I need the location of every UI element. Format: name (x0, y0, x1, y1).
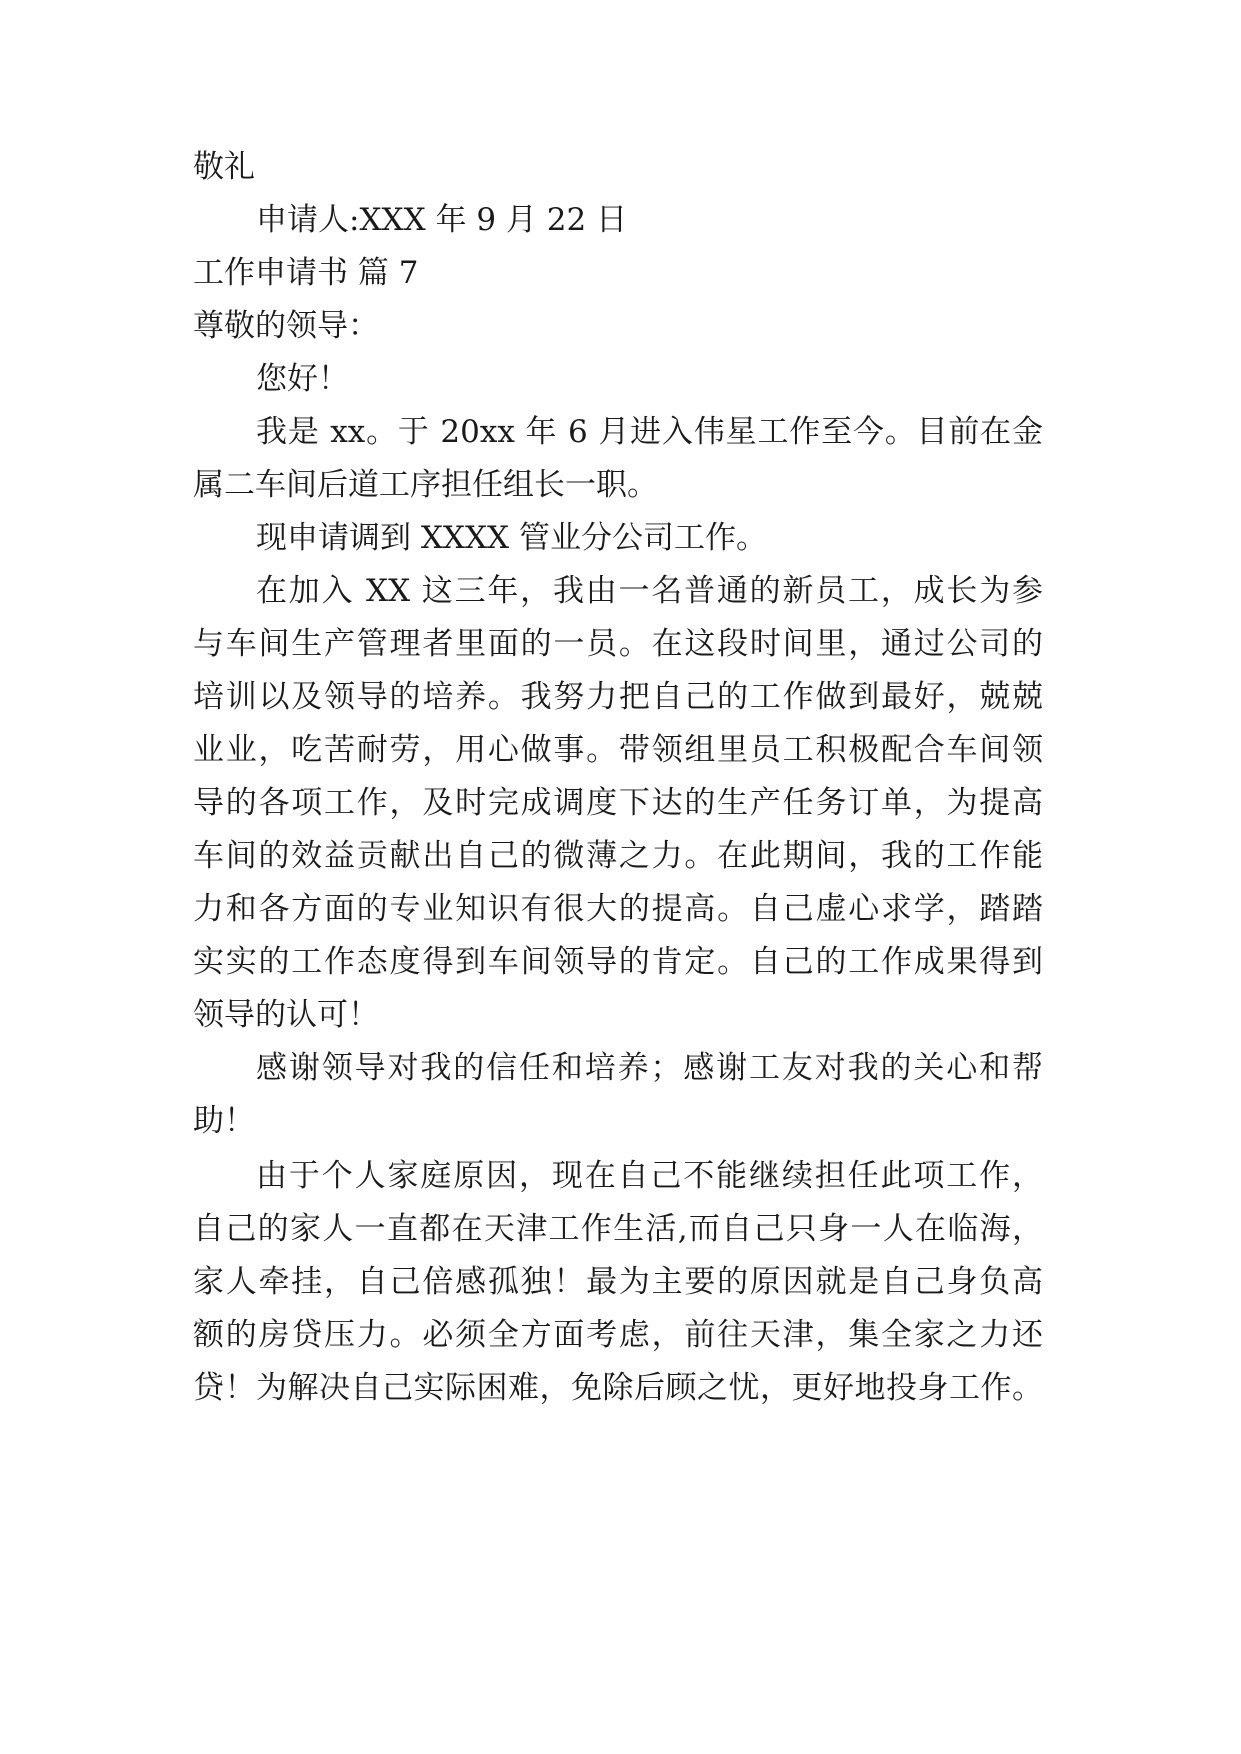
paragraph-line: 力和各方面的专业知识有很大的提高。自己虚心求学，踏踏 (193, 891, 1043, 927)
paragraph-line: 与车间生产管理者里面的一员。在这段时间里，通过公司的 (193, 626, 1043, 662)
paragraph-line: 额的房贷压力。必须全方面考虑，前往天津，集全家之力还 (193, 1317, 1043, 1353)
paragraph-line: 导的各项工作，及时完成调度下达的生产任务订单，为提高 (193, 785, 1043, 821)
section-heading: 工作申请书 篇 7 (193, 255, 419, 291)
paragraph-line: 属二车间后道工序担任组长一职。 (193, 467, 658, 503)
paragraph-line: 现申请调到 XXXX 管业分公司工作。 (256, 520, 767, 556)
paragraph-line: 由于个人家庭原因，现在自己不能继续担任此项工作， (256, 1158, 1043, 1194)
paragraph-line: 助！ (193, 1103, 255, 1139)
paragraph-line: 实实的工作态度得到车间领导的肯定。自己的工作成果得到 (193, 944, 1043, 980)
paragraph-line: 我是 xx。于 20xx 年 6 月进入伟星工作至今。目前在金 (256, 414, 1043, 450)
greeting-salutation: 尊敬的领导： (193, 308, 379, 344)
paragraph-line: 业业，吃苦耐劳，用心做事。带领组里员工积极配合车间领 (193, 732, 1043, 768)
paragraph-line: 在加入 XX 这三年，我由一名普通的新员工，成长为参 (256, 573, 1043, 609)
applicant-signature-line: 申请人:XXX 年 9 月 22 日 (256, 202, 628, 238)
greeting-line: 您好！ (256, 361, 349, 397)
paragraph-line: 家人牵挂，自己倍感孤独！最为主要的原因就是自己身负高 (193, 1264, 1043, 1300)
paragraph-line: 领导的认可！ (193, 997, 379, 1033)
paragraph-line: 自己的家人一直都在天津工作生活,而自己只身一人在临海， (193, 1211, 1043, 1247)
paragraph-line: 贷！为解决自己实际困难，免除后顾之忧，更好地投身工作。 (193, 1370, 1043, 1406)
paragraph-line: 培训以及领导的培养。我努力把自己的工作做到最好，兢兢 (193, 679, 1043, 715)
closing-salutation: 敬礼 (193, 149, 255, 185)
paragraph-line: 车间的效益贡献出自己的微薄之力。在此期间，我的工作能 (193, 838, 1043, 874)
paragraph-line: 感谢领导对我的信任和培养；感谢工友对我的关心和帮 (256, 1050, 1043, 1086)
